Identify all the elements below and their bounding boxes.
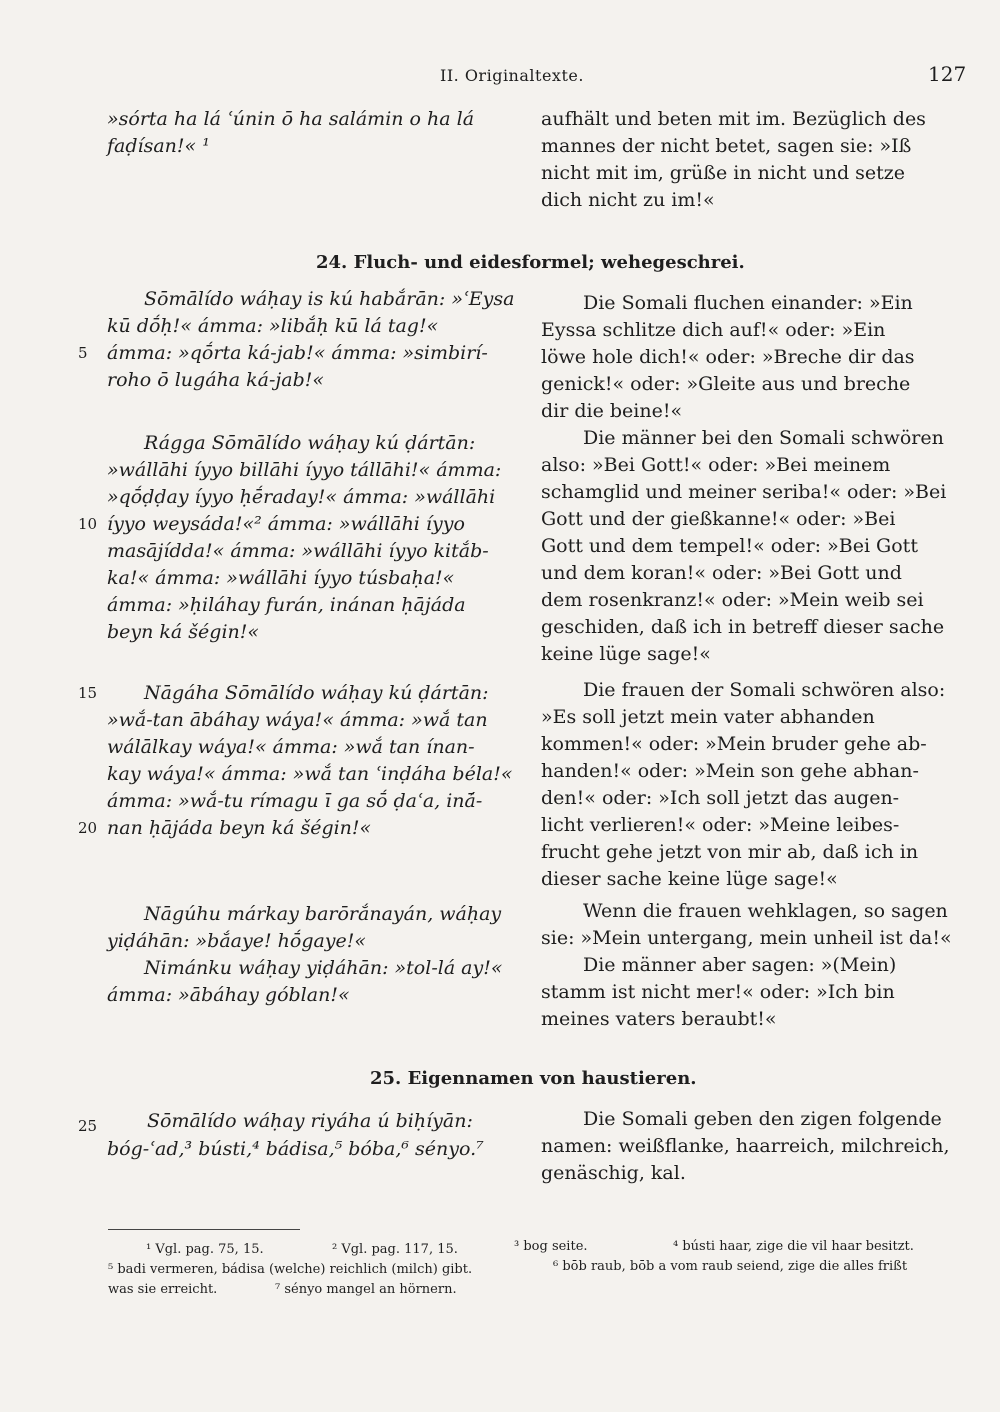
german-line: meines vaters beraubt!« bbox=[541, 1008, 777, 1030]
somali-line: yiḍáhān: »bắaye! hṓgaye!« bbox=[107, 930, 367, 952]
somali-line: Nimánku wáḥay yiḍáhān: »tol-lá ay!« bbox=[144, 957, 503, 979]
german-line: sie: »Mein untergang, mein unheil ist da!« bbox=[541, 927, 952, 949]
somali-line: wálālkay wáya!« ámma: »wắ tan ínan- bbox=[107, 736, 475, 758]
german-line: schamglid und meiner seriba!« oder: »Bei bbox=[541, 481, 947, 503]
german-line: frucht gehe jetzt von mir ab, daß ich in bbox=[541, 841, 919, 863]
somali-line: Sōmālído wáḥay is kú habắrān: »ʿEysa bbox=[144, 288, 515, 310]
footnote: ⁷ sényo mangel an hörnern. bbox=[275, 1282, 457, 1297]
footnote-rule bbox=[108, 1229, 300, 1230]
somali-line: masājídda!« ámma: »wállāhi íyyo kitắb- bbox=[107, 540, 489, 562]
german-line: licht verlieren!« oder: »Meine leibes- bbox=[541, 814, 900, 836]
footnote: ⁴ bústi haar, zige die vil haar besitzt. bbox=[673, 1239, 914, 1254]
german-line: Eyssa schlitze dich auf!« oder: »Ein bbox=[541, 319, 886, 341]
german-line: und dem koran!« oder: »Bei Gott und bbox=[541, 562, 902, 584]
section-25-heading: 25. Eigennamen von haustieren. bbox=[370, 1068, 697, 1089]
german-line: mannes der nicht betet, sagen sie: »Iß bbox=[541, 135, 912, 157]
running-head bbox=[0, 62, 1000, 86]
somali-line: Rágga Sōmālído wáḥay kú ḍártān: bbox=[144, 432, 476, 454]
somali-line: ámma: »ḥiláhay furán, inánan ḥājáda bbox=[107, 594, 466, 616]
somali-line: ámma: »qṓrta ká-jab!« ámma: »simbirí- bbox=[107, 342, 488, 364]
somali-line: Sōmālído wáḥay riyáha ú biḥíyān: bbox=[147, 1110, 473, 1132]
german-line: genäschig, kal. bbox=[541, 1162, 686, 1184]
somali-line: nan ḥājáda beyn ká šégin!« bbox=[107, 817, 372, 839]
german-line: dir die beine!« bbox=[541, 400, 683, 422]
somali-line: ka!« ámma: »wállāhi íyyo túsbaḥa!« bbox=[107, 567, 455, 589]
german-line: Gott und dem tempel!« oder: »Bei Gott bbox=[541, 535, 918, 557]
line-number: 25 bbox=[78, 1117, 98, 1135]
somali-line: íyyo weysáda!«² ámma: »wállāhi íyyo bbox=[107, 513, 465, 535]
footnote: ¹ Vgl. pag. 75, 15. bbox=[146, 1242, 264, 1257]
german-line: keine lüge sage!« bbox=[541, 643, 711, 665]
somali-line: »wállāhi íyyo billāhi íyyo tállāhi!« ámma: bbox=[107, 459, 502, 481]
somali-line: faḍísan!« ¹ bbox=[107, 135, 210, 157]
german-line: Gott und der gießkanne!« oder: »Bei bbox=[541, 508, 896, 530]
german-line: aufhält und beten mit im. Bezüglich des bbox=[541, 108, 926, 130]
german-line: Die männer aber sagen: »(Mein) bbox=[583, 954, 897, 976]
somali-line: Nāgáha Sōmālído wáḥay kú ḍártān: bbox=[144, 682, 489, 704]
line-number: 15 bbox=[78, 684, 98, 702]
german-line: Wenn die frauen wehklagen, so sagen bbox=[583, 900, 948, 922]
somali-line: kay wáya!« ámma: »wắ tan ʿinḍáha béla!« bbox=[107, 763, 513, 785]
somali-line: »qṓḍḍay íyyo ḥḗraday!« ámma: »wállāhi bbox=[107, 486, 496, 508]
german-line: namen: weißflanke, haarreich, milchreich, bbox=[541, 1135, 950, 1157]
german-line: also: »Bei Gott!« oder: »Bei meinem bbox=[541, 454, 891, 476]
somali-line: beyn ká šégin!« bbox=[107, 621, 260, 643]
somali-line: Nāgúhu márkay barōrắnayán, wáḥay bbox=[144, 903, 502, 925]
somali-line: ámma: »ābáhay góblan!« bbox=[107, 984, 350, 1006]
running-title: II. Originaltexte. bbox=[440, 66, 584, 85]
german-line: genick!« oder: »Gleite aus und breche bbox=[541, 373, 911, 395]
german-line: dich nicht zu im!« bbox=[541, 189, 715, 211]
german-line: dieser sache keine lüge sage!« bbox=[541, 868, 838, 890]
german-line: handen!« oder: »Mein son gehe abhan- bbox=[541, 760, 919, 782]
german-line: Die Somali geben den zigen folgende bbox=[583, 1108, 942, 1130]
footnote: ² Vgl. pag. 117, 15. bbox=[332, 1242, 458, 1257]
german-line: Die männer bei den Somali schwören bbox=[583, 427, 944, 449]
footnote: ⁵ badi vermeren, bádisa (welche) reichlich (milch) gibt. bbox=[108, 1262, 473, 1277]
section-24-heading: 24. Fluch- und eidesformel; wehegeschrei. bbox=[316, 252, 745, 273]
german-line: löwe hole dich!« oder: »Breche dir das bbox=[541, 346, 915, 368]
footnote: ⁶ bōb raub, bōb a vom raub seiend, zige die alles frißt bbox=[553, 1259, 908, 1274]
german-line: den!« oder: »Ich soll jetzt das augen- bbox=[541, 787, 900, 809]
somali-line: bóg-ʿad,³ bústi,⁴ bádisa,⁵ bóba,⁶ sényo.⁷ bbox=[107, 1138, 484, 1160]
somali-line: roho ō lugáha ká-jab!« bbox=[107, 369, 325, 391]
german-line: stamm ist nicht mer!« oder: »Ich bin bbox=[541, 981, 895, 1003]
german-line: Die Somali fluchen einander: »Ein bbox=[583, 292, 913, 314]
somali-line: kū dṓḥ!« ámma: »libắḥ kū lá tag!« bbox=[107, 315, 439, 337]
somali-line: »wắ-tan ābáhay wáya!« ámma: »wắ tan bbox=[107, 709, 488, 731]
line-number: 20 bbox=[78, 819, 98, 837]
german-line: dem rosenkranz!« oder: »Mein weib sei bbox=[541, 589, 924, 611]
line-number: 5 bbox=[78, 344, 88, 362]
line-number: 10 bbox=[78, 515, 98, 533]
footnote: ³ bog seite. bbox=[514, 1239, 588, 1254]
somali-line: ámma: »wắ-tu rímagu ī ga sṓ ḍaʿa, inā́- bbox=[107, 790, 483, 812]
german-line: »Es soll jetzt mein vater abhanden bbox=[541, 706, 875, 728]
german-line: kommen!« oder: »Mein bruder gehe ab- bbox=[541, 733, 927, 755]
german-line: geschiden, daß ich in betreff dieser sache bbox=[541, 616, 945, 638]
german-line: nicht mit im, grüße in nicht und setze bbox=[541, 162, 906, 184]
german-line: Die frauen der Somali schwören also: bbox=[583, 679, 946, 701]
page-number: 127 bbox=[928, 62, 967, 86]
somali-line: »sórta ha lá ʿúnin ō ha salámin o ha lá bbox=[107, 108, 475, 130]
footnote: was sie erreicht. bbox=[108, 1282, 218, 1297]
